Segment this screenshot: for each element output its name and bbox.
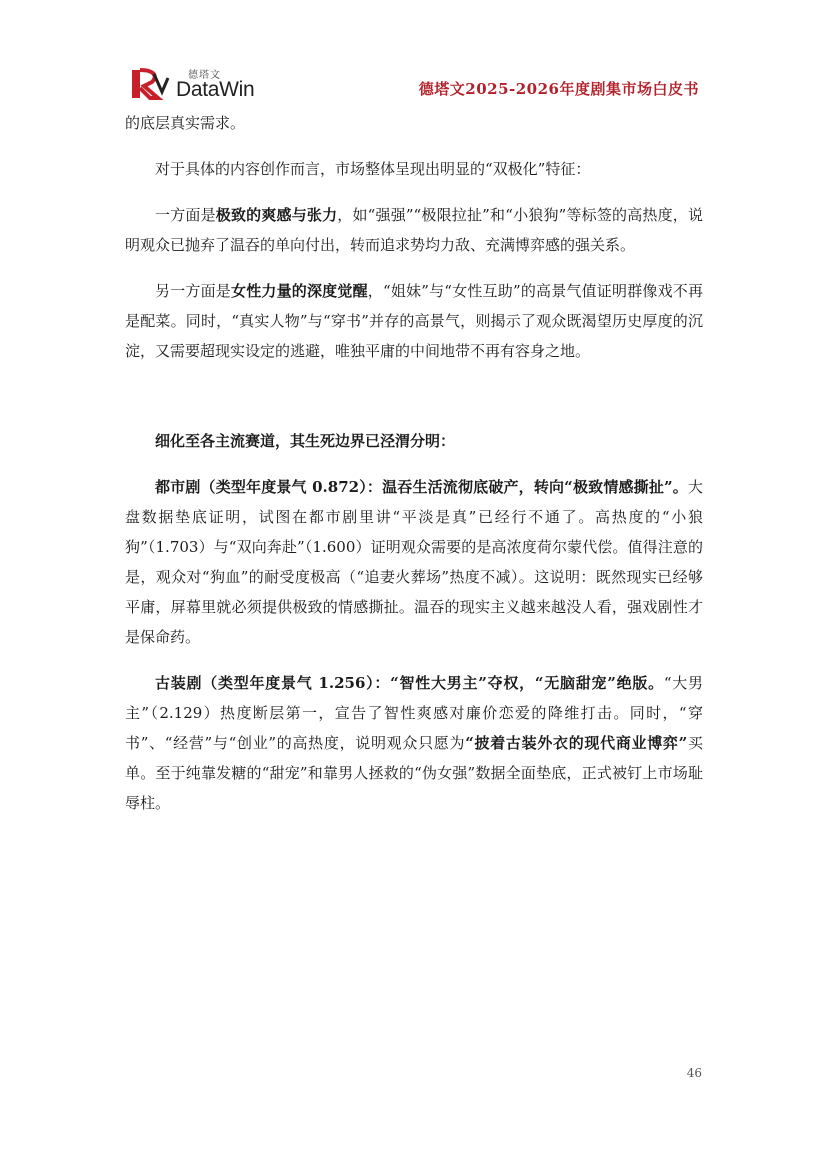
paragraph-intro: 对于具体的内容创作而言，市场整体呈现出明显的“双极化”特征： — [155, 160, 591, 178]
paragraph-urban-drama — [125, 472, 703, 652]
text-run: 另一方面是 — [155, 282, 231, 300]
page-number: 46 — [686, 1066, 702, 1080]
bold-phrase: 极致的爽感与张力 — [215, 206, 338, 224]
paragraph-polarization-2 — [125, 276, 703, 366]
bold-phrase: “披着古装外衣的现代商业博弈” — [465, 734, 688, 752]
text-run: 买单。至于纯靠发糖的“甜宠”和靠男人拯救的“伪女强”数据全面垫底，正式被钉上市场耻辱柱。 — [125, 734, 703, 812]
bold-phrase: 女性力量的深度觉醒 — [231, 282, 368, 300]
datawin-logo-icon — [128, 64, 176, 104]
section-heading — [125, 426, 703, 456]
datawin-logo — [128, 64, 258, 104]
logo-english-text: DataWin — [176, 78, 255, 101]
paragraph-polarization-1 — [125, 200, 703, 260]
page-header — [0, 0, 827, 110]
report-title: 德塔文2025-2026年度剧集市场白皮书 — [418, 80, 699, 98]
bold-lead: 古装剧（类型年度景气 1.256）：“智性大男主”夺权，“无脑甜宠”绝版。 — [155, 674, 664, 692]
document-body — [125, 108, 703, 818]
text-run: 一方面是 — [155, 206, 216, 224]
paragraph-costume-drama — [125, 668, 703, 818]
text-run: “大男主”（2.129）热度断层第一，宣告了智性爽感对廉价恋爱的降维打击。同时，“穿书”、“经营”与“创业”的高热度，说明观众只愿为 — [125, 674, 703, 752]
logo-chinese-text: 德塔文 — [188, 70, 221, 81]
bold-lead: 都市剧（类型年度景气 0.872）：温吞生活流彻底破产，转向“极致情感撕扯”。 — [155, 478, 688, 496]
text-run: ，“姐妹”与“女性互助”的高景气值证明群像戏不再是配菜。同时，“真实人物”与“穿书”并存的高景气，则揭示了观众既渴望历史厚度的沉淀，又需要超现实设定的逃避，唯独平庸的中间地带不再有容身之地。 — [125, 282, 703, 360]
text-run: ，如“强强”“极限拉扯”和“小狼狗”等标签的高热度，说明观众已抛弃了温吞的单向付出，转而追求势均力敌、充满博弈感的强关系。 — [125, 206, 703, 254]
text-run: 大盘数据垫底证明，试图在都市剧里讲“平淡是真”已经行不通了。高热度的“小狼狗”（1.703）与“双向奔赴”（1.600）证明观众需要的是高浓度荷尔蒙代偿。值得注意的是，观众对“狗血”的耐受度极高（“追妻火葬场”热度不减）。这说明：既然现实已经够平庸，屏幕里就必须提供极致的情感撕扯。温吞的现实主义越来越没人看，强戏剧性才是保命药。 — [125, 478, 703, 646]
paragraph-continuation: 的底层真实需求。 — [125, 114, 246, 132]
bold-heading: 细化至各主流赛道，其生死边界已泾渭分明： — [155, 432, 456, 450]
